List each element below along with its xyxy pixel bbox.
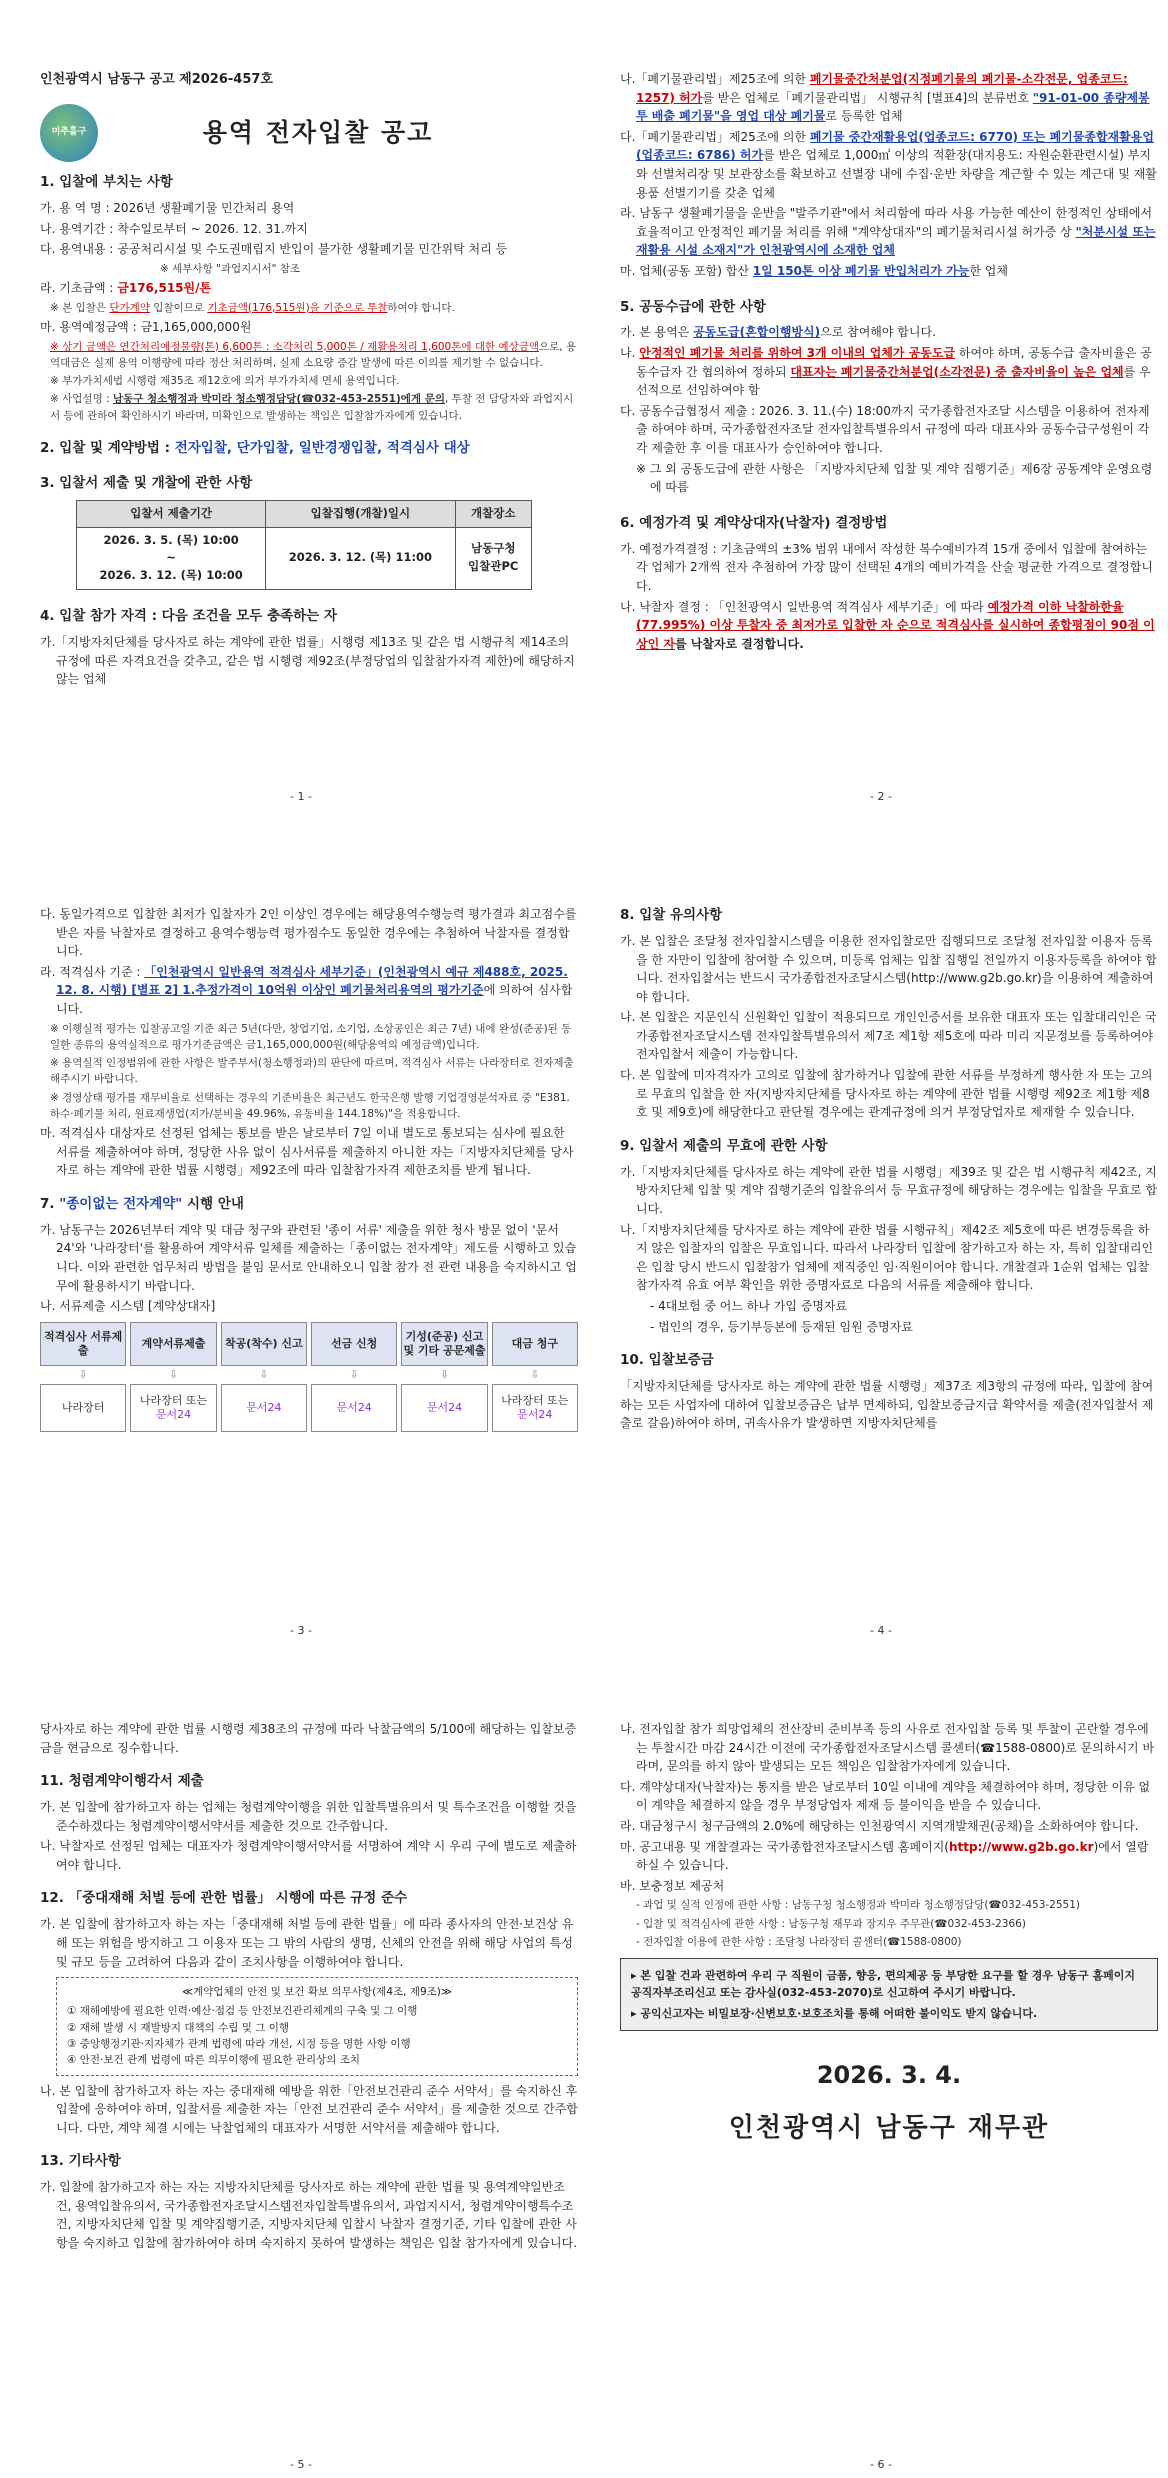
integrity-a: 가. 본 입찰에 참가하고자 하는 업체는 청렴계약이행을 위한 입찰특별유의서 및 특수조건을 이행할 것을 준수하겠다는 청렴계약이행서약서를 제출한 것으로 간주합니다. bbox=[40, 1800, 577, 1833]
note-briefing: ※ 사업설명 : 남동구 청소행정과 박미라 청소행정담당(☎032-453-2551)에게 문의, 투찰 전 담당자와 과업지시서 등에 관하여 확인하시기 바라며, 미확인으로 발생하는 책임은 입찰참가자에게 있습니다. bbox=[50, 393, 574, 422]
page-4 bbox=[620, 905, 1158, 1565]
service-name: 가. 용 역 명 : 2026년 생활폐기물 민간처리 용역 bbox=[40, 201, 295, 216]
misc-a: 가. 입찰에 참가하고자 하는 자는 지방자치단체를 당사자로 하는 계약에 관한 법률 및 용역계약일반조건, 용역입찰유의서, 국가종합전자조달시스템전자입찰특별유의서, 과업지시서, 청렴계약이행특수조건, 지방자치단체 입찰 및 계약집행기준, 지방자치단체 입찰시 낙찰자 결정기준, 기타 입찰에 관한 사항을 숙지하고 입찰에 참가하여야 하며 숙지하지 못하여 발생하는 책임은 입찰 참가자에게 있습니다. bbox=[40, 2180, 578, 2250]
price-decision: 가. 예정가격결정 : 기초금액의 ±3% 범위 내에서 작성한 복수예비가격 15개 중에서 입찰에 참여하는 각 업체가 2개씩 전자 추첨하여 가장 많이 선택된 4개의 예비가격을 산술 평균한 가격으로 결정합니다. bbox=[620, 541, 1153, 593]
joint-b: 나. 안정적인 폐기물 처리를 위하여 3개 이내의 업체가 공동도급 하여야 하며, 공동수급 출자비율은 공동수급자 간 협의하여 정하되 대표자는 폐기물중간처분업(소각전문) 중 출자비율이 높은 업체를 우선적으로 선임하여야 함 bbox=[620, 346, 1152, 398]
flow-step: 선금 신청 ⇩ 문서24 bbox=[311, 1322, 397, 1432]
qualification-b: 나.「폐기물관리법」제25조에 의한 폐기물중간처분업(지정폐기물의 폐기물-소각전문, 업종코드: 1257) 허가를 받은 업체로「폐기물관리법」 시행규칙 [별표4]의 분류번호 "91-01-00 종량제봉투 배출 폐기물"을 영업 대상 폐기물로 등록한 업체 bbox=[620, 72, 1150, 124]
contact-2: - 입찰 및 적격심사에 관한 사항 : 남동구청 재무과 장지우 주무관(☎032-453-2366) bbox=[636, 1917, 1026, 1930]
invalid-doc-2: - 법인의 경우, 등기부등본에 등재된 임원 증명자료 bbox=[650, 1319, 913, 1334]
safety-item: ② 재해 발생 시 재발방지 대책의 수립 및 그 이행 bbox=[67, 2021, 290, 2034]
notice-date: 2026. 3. 4. bbox=[816, 2061, 962, 2090]
page-number-5: - 5 - bbox=[290, 2458, 312, 2471]
joint-note: ※ 그 외 공동도급에 관한 사항은 「지방자치단체 입찰 및 계약 집행기준」제6장 공동계약 운영요령에 따름 bbox=[636, 461, 1153, 495]
section-4-heading: 4. 입찰 참가 자격 : 다음 조건을 모두 충족하는 자 bbox=[40, 607, 337, 624]
submission-flow bbox=[40, 1322, 578, 1432]
service-period: 나. 용역기간 : 착수일로부터 ~ 2026. 12. 31.까지 bbox=[40, 221, 308, 236]
emblem-text: 미추홀구 bbox=[51, 127, 87, 138]
g2b-link[interactable]: http://www.g2b.go.kr bbox=[948, 1839, 1094, 1854]
notice-c: 다. 본 입찰에 미자격자가 고의로 입찰에 참가하거나 입찰에 관한 서류를 부정하게 행사한 자 또는 고의로 무효의 입찰을 한 자(지방자치단체를 당사자로 하는 계약에 관한 법률 시행령 제92조 제1항 제8호 및 제9호)에 해당한다고 판단될 경우에는 관계규정에 의거 부정당업자로 제재할 수 있습니다. bbox=[620, 1068, 1153, 1120]
section-1-heading: 1. 입찰에 부치는 사항 bbox=[40, 174, 173, 191]
page-number-4: - 4 - bbox=[870, 1624, 892, 1637]
notice-a: 가. 본 입찰은 조달청 전자입찰시스템을 이용한 전자입찰로만 집행되므로 조달청 전자입찰 이용자 등록을 한 자만이 입찰에 참여할 수 있으며, 미등록 업체는 입찰 집행일 전일까지 이용자등록을 하여야 합니다. 전자입찰서는 반드시 국가종합전자조달시스템(http://www.g2b.go.kr)을 이용하여 제출하여야 합니다. bbox=[620, 933, 1157, 1004]
schedule-submit-period: 2026. 3. 5. (목) 10:00 ~ 2026. 3. 12. (목) 10:00 bbox=[77, 527, 266, 589]
bid-bond-continued: 당사자로 하는 계약에 관한 법률 시행령 제38조의 규정에 따라 낙찰금액의 5/100에 해당하는 입찰보증금을 현금으로 징수합니다. bbox=[40, 1722, 577, 1755]
screening-note-3: ※ 경영상태 평가를 재무비율로 선택하는 경우의 기준비율은 최근년도 한국은행 발행 기업경영분석자료 중 "E381. 하수·폐기물 처리, 원료재생업(지가/분비율 49.96%, 유동비율 144.18%)"을 적용합니다. bbox=[50, 1091, 570, 1120]
service-content-note: ※ 세부사항 "과업지시서" 참조 bbox=[160, 262, 301, 275]
page-5 bbox=[40, 1720, 578, 2450]
contact-3: - 전자입찰 이용에 관한 사항 : 조달청 나라장터 콜센터(☎1588-0800) bbox=[636, 1935, 962, 1948]
page-number-3: - 3 - bbox=[290, 1624, 312, 1637]
submission-system-label: 나. 서류제출 시스템 [계약상대자] bbox=[40, 1299, 216, 1314]
misc-d: 라. 대금청구시 청구금액의 2.0%에 해당하는 인천광역시 지역개발채권(공채)을 소화하여야 합니다. bbox=[620, 1818, 1139, 1833]
invalid-a: 가.「지방자치단체를 당사자로 하는 계약에 관한 법률 시행령」제39조 및 같은 법 시행규칙 제42조, 지방자치단체 입찰 및 계약 집행기준의 입찰유의서 등 무효규정에 해당하는 경우에는 입찰을 무효로 합니다. bbox=[620, 1164, 1158, 1216]
flow-step: 대금 청구 ⇩ 나라장터 또는 문서24 bbox=[492, 1322, 578, 1432]
page-number-1: - 1 - bbox=[290, 790, 312, 803]
safety-item: ④ 안전·보건 관계 법령에 따른 의무이행에 필요한 관리상의 조치 bbox=[67, 2054, 361, 2067]
section-9-heading: 9. 입찰서 제출의 무효에 관한 사항 bbox=[620, 1137, 828, 1154]
section-6-heading: 6. 예정가격 및 계약상대자(낙찰자) 결정방법 bbox=[620, 514, 888, 531]
anti-corruption-notice bbox=[620, 1958, 1158, 2031]
page-3 bbox=[40, 905, 578, 1565]
notice-line-2: ▸ 공익신고자는 비밀보장·신변보호·보호조치를 통해 어떠한 불이익도 받지 않습니다. bbox=[631, 2007, 1038, 2021]
page-title: 용역 전자입찰 공고 bbox=[202, 117, 434, 147]
schedule-opening-time: 2026. 3. 12. (목) 11:00 bbox=[266, 527, 455, 589]
safety-box-title: ≪계약업체의 안전 및 보건 확보 의무사항(제4조, 제9조)≫ bbox=[182, 1986, 452, 1999]
section-2-heading: 2. 입찰 및 계약방법 : 전자입찰, 단가입찰, 일반경쟁입찰, 적격심사 대상 bbox=[40, 439, 470, 456]
base-amount-value: 금176,515원/톤 bbox=[117, 281, 212, 296]
qualification-c: 다.「폐기물관리법」제25조에 의한 폐기물 중간재활용업(업종코드: 6770) 또는 폐기물종합재활용업(업종코드: 6786) 허가를 받은 업체로 1,000㎡ 이상의 적환장(대지용도: 자원순환관련시설) 부지와 선별처리장 및 보관장소를 확보하고 선별장 내에 수집·운반 차량을 계근할 수 있는 계근대 및 재활용품 선별기기를 갖춘 업체 bbox=[620, 129, 1157, 200]
paperless-desc: 가. 남동구는 2026년부터 계약 및 대금 청구와 관련된 '종이 서류' 제출을 위한 청사 방문 없이 '문서24'와 '나라장터'를 활용하여 계약서류 일체를 제출하는「종이없는 전자계약」제도를 시행하고 있습니다. 이와 관련한 업무처리 방법을 붙임 문서로 안내하오니 입찰 참가 전 관련 내용을 숙지하시고 업무에 활용하시기 바랍니다. bbox=[40, 1222, 577, 1293]
schedule-col-opening: 입찰집행(개찰)일시 bbox=[266, 500, 455, 527]
note-vat: ※ 부가가치세법 시행령 제35조 제12호에 의거 부가가치세 면세 용역입니다. bbox=[50, 375, 400, 388]
section-8-heading: 8. 입찰 유의사항 bbox=[620, 907, 723, 923]
page-2 bbox=[620, 70, 1158, 805]
tie-rule: 다. 동일가격으로 입찰한 최저가 입찰자가 2인 이상인 경우에는 해당용역수행능력 평가결과 최고점수를 받은 자를 낙찰자로 결정하고 용역수행능력 평가점수도 동일한 경우에는 추첨하여 낙찰자를 결정합니다. bbox=[40, 907, 577, 959]
page-number-6: - 6 - bbox=[870, 2458, 892, 2471]
invalid-doc-1: - 4대보험 중 어느 하나 가입 증명자료 bbox=[650, 1298, 848, 1313]
schedule-col-submit: 입찰서 제출기간 bbox=[77, 500, 266, 527]
qualification-a: 가.「지방자치단체를 당사자로 하는 계약에 관한 법률」시행령 제13조 및 같은 법 시행규칙 제14조의 규정에 따른 자격요건을 갖추고, 같은 법 시행령 제92조(부정당업의 입찰참가자격 제한)에 해당하지 않는 업체 bbox=[40, 634, 575, 687]
safety-b: 나. 본 입찰에 참가하고자 하는 자는 중대재해 예방을 위한「안전보건관리 준수 서약서」를 숙지하신 후 입찰에 응하여야 하며, 입찰서를 제출한 자는「안전 보건관리 준수 서약서」를 제출한 것으로 간주합니다. 다만, 계약 체결 시에는 낙찰업체의 대표자가 서명한 서약서를 제출해야 합니다. bbox=[40, 2083, 578, 2135]
schedule-table bbox=[76, 500, 532, 590]
schedule-place: 남동구청 입찰관PC bbox=[455, 527, 532, 589]
flow-step: 계약서류제출 ⇩ 나라장터 또는 문서24 bbox=[130, 1322, 216, 1432]
notice-b: 나. 본 입찰은 지문인식 신원확인 입찰이 적용되므로 개인인증서를 보유한 대표자 또는 입찰대리인은 국가종합전자조달시스템 전자입찰특별유의서 제7조 제1항 제5호에 따라 미리 지문정보를 등록하여야 전자입찰서 제출이 가능합니다. bbox=[620, 1010, 1157, 1062]
section-10-heading: 10. 입찰보증금 bbox=[620, 1352, 714, 1369]
flow-step: 착공(착수) 신고 ⇩ 문서24 bbox=[221, 1322, 307, 1432]
section-3-heading: 3. 입찰서 제출 및 개찰에 관한 사항 bbox=[40, 474, 253, 491]
winner-decision: 나. 낙찰자 결정 : 「인천광역시 일반용역 적격심사 세부기준」에 따라 예정가격 이하 낙찰하한율(77.995%) 이상 투찰자 중 최저가로 입찰한 자 순으로 적격심사를 실시하여 종합평점이 90점 이상인 자를 낙찰자로 결정합니다. bbox=[620, 599, 1155, 651]
schedule-col-place: 개찰장소 bbox=[455, 500, 532, 527]
section-7-heading: 7. "종이없는 전자계약" 시행 안내 bbox=[40, 1195, 244, 1212]
page-1 bbox=[40, 70, 578, 805]
section-12-heading: 12. 「중대재해 처벌 등에 관한 법률」 시행에 따른 규정 준수 bbox=[40, 1890, 408, 1907]
misc-b: 나. 전자입찰 참가 희망업체의 전산장비 준비부족 등의 사유로 전자입찰 등록 및 투찰이 곤란할 경우에는 투찰시간 마감 24시간 이전에 국가종합전자조달시스템 콜센터(☎1588-0800)로 문의하시기 바라며, 문의를 하지 않아 발생되는 모든 책임은 입찰참가자에게 있습니다. bbox=[620, 1722, 1155, 1774]
screening-submission: 마. 적격심사 대상자로 선정된 업체는 통보를 받은 날로부터 7일 이내 별도로 통보되는 심사에 필요한 서류를 제출하여야 하며, 정당한 사유 없이 심사서류를 제출하지 아니한 자는「지방자치단체를 당사자로 하는 계약에 관한 법률 시행령」제92조에 따라 입찰참가자격 제한조치를 받게 됩니다. bbox=[40, 1126, 574, 1178]
section-11-heading: 11. 청렴계약이행각서 제출 bbox=[40, 1773, 204, 1790]
qualification-d: 라. 남동구 생활폐기물을 운반을 "발주기관"에서 처리함에 따라 사용 가능한 예산이 한정적인 상태에서 효율적이고 안정적인 폐기물 처리를 위해 "계약상대자"의 폐기물처리시설 허가증 상 "처분시설 또는 재활용 시설 소재지"가 인천광역시에 소재한 업체 bbox=[620, 206, 1156, 258]
signer: 인천광역시 남동구 재무관 bbox=[728, 2113, 1050, 2144]
joint-c: 다. 공동수급협정서 제출 : 2026. 3. 11.(수) 18:00까지 국가종합전자조달 시스템을 이용하여 전자제출 하여야 하며, 국가종합전자조달 전자입찰특별유의서 규정에 따라 대표사와 공동수급구성원이 각각 제출한 후 이를 대표사가 승인하여야 합니다. bbox=[620, 403, 1150, 456]
section-13-heading: 13. 기타사항 bbox=[40, 2153, 121, 2170]
page-number-2: - 2 - bbox=[870, 790, 892, 803]
invalid-b: 나.「지방자치단체를 당사자로 하는 계약에 관한 법률 시행규칙」제42조 제5호에 따른 변경등록을 하지 않은 입찰자의 입찰은 무효입니다. 따라서 나라장터 입찰에 참가하고자 하는 자, 특히 입찰대리인은 입찰 당시 반드시 입찰참가 업체에 재직중인 임·직원이어야 합니다. 개찰결과 1순위 업체는 입찰참가자격 유효 여부 확인을 위한 증명자료로 다음의 서류를 제출해야 합니다. bbox=[620, 1222, 1154, 1293]
screening-criteria: 라. 적격심사 기준 : 「인천광역시 일반용역 적격심사 세부기준」(인천광역시 예규 제488호, 2025. 12. 8. 시행) [별표 2] 1.추정가격이 10억원 이상인 폐기물처리용역의 평가기준에 의하여 심사합니다. bbox=[40, 964, 573, 1016]
emblem-icon bbox=[40, 104, 98, 162]
misc-c: 다. 계약상대자(낙찰자)는 통지를 받은 날로부터 10일 이내에 계약을 체결하여야 하며, 정당한 이유 없이 계약을 체결하지 않을 경우 부정당업자 제재 등 불이익을 받을 수 있습니다. bbox=[620, 1779, 1151, 1813]
integrity-b: 나. 낙찰자로 선정된 업체는 대표자가 청렴계약이행서약서를 서명하여 계약 시 우리 구에 별도로 제출하여야 합니다. bbox=[40, 1839, 577, 1872]
flow-step: 적격심사 서류제출 ⇩ 나라장터 bbox=[40, 1322, 126, 1432]
misc-e: 마. 공고내용 및 개찰결과는 국가종합전자조달시스템 홈페이지(http://www.g2b.go.kr)에서 열람하실 수 있습니다. bbox=[620, 1839, 1149, 1873]
screening-note-1: ※ 이행실적 평가는 입찰공고일 기준 최근 5년(다만, 창업기업, 소기업, 소상공인은 최근 7년) 내에 완성(준공)된 동일한 종류의 용역실적으로 평가기준금액은 금1,165,000,000원(해당용역의 예정금액)입니다. bbox=[50, 1022, 572, 1051]
misc-f: 바. 보충정보 제공처 bbox=[620, 1878, 725, 1893]
estimated-amount: 마. 용역예정금액 : 금1,165,000,000원 bbox=[40, 319, 252, 334]
safety-duty-box bbox=[56, 1977, 578, 2075]
bid-bond-text: 「지방자치단체를 당사자로 하는 계약에 관한 법률 시행령」제37조 제3항의 규정에 따라, 입찰에 참여하는 모든 사업자에 대하여 입찰보증금은 납부 면제하되, 입찰보증금지급 확약서를 제출(전자입찰서 제출로 갈음)하여야 하며, 귀속사유가 발생하면 지방자치단체를 bbox=[620, 1379, 1154, 1431]
screening-note-2: ※ 용역실적 인정범위에 관한 사항은 발주부서(청소행정과)의 판단에 따르며, 적격심사 서류는 나라장터로 전자제출 해주시기 바랍니다. bbox=[50, 1057, 574, 1086]
note-unit-price: ※ 본 입찰은 단가계약 입찰이므로 기초금액(176,515원)을 기준으로 투찰하여야 합니다. bbox=[50, 301, 455, 314]
note-annual-volume: ※ 상기 금액은 연간처리예정물량(톤) 6,600톤 : 소각처리 5,000톤 / 재활용처리 1,600톤에 대한 예상금액으로, 용역대금은 실제 용역 이행량에 따라 정산 처리하며, 실제 소요량 증감 발생에 따른 이의를 제기할 수 없습니다. bbox=[50, 340, 577, 369]
safety-item: ③ 중앙행정기관·지자체가 관계 법령에 따라 개선, 시정 등을 명한 사항 이행 bbox=[67, 2037, 411, 2050]
page-6 bbox=[620, 1720, 1158, 2450]
flow-step: 기성(준공) 신고 및 기타 공문제출 ⇩ 문서24 bbox=[401, 1322, 487, 1432]
contact-1: - 과업 및 실적 인정에 관한 사항 : 남동구청 청소행정과 박미라 청소행정담당(☎032-453-2551) bbox=[636, 1899, 1080, 1912]
document-number: 인천광역시 남동구 공고 제2026-457호 bbox=[40, 72, 273, 87]
qualification-e: 마. 업체(공동 포함) 합산 1일 150톤 이상 폐기물 반입처리가 가능한 업체 bbox=[620, 263, 1008, 278]
safety-item: ① 재해예방에 필요한 인력·예산·점검 등 안전보건관리체계의 구축 및 그 이행 bbox=[67, 2005, 418, 2018]
joint-a: 가. 본 용역은 공동도급(혼합이행방식)으로 참여해야 합니다. bbox=[620, 325, 936, 340]
safety-a: 가. 본 입찰에 참가하고자 하는 자는「중대재해 처벌 등에 관한 법률」에 따라 종사자의 안전·보건상 유해 또는 위험을 방지하고 그 이용자 또는 그 밖의 사람의 생명, 신체의 안전을 위해 해당 사업의 특성 및 규모 등을 고려하여 다음과 같이 조치사항을 이행하여야 합니다. bbox=[40, 1917, 574, 1969]
service-content: 다. 용역내용 : 공공처리시설 및 수도권매립지 반입이 불가한 생활폐기물 민간위탁 처리 등 bbox=[40, 242, 508, 257]
base-amount: 라. 기초금액 : 금176,515원/톤 bbox=[40, 281, 212, 296]
notice-line-1: ▸ 본 입찰 건과 관련하여 우리 구 직원이 금품, 향응, 편의제공 등 부당한 요구를 할 경우 남동구 홈페이지 공직자부조리신고 또는 감사실(032-453-2070)로 신고하여 주시기 바랍니다. bbox=[631, 1969, 1136, 2000]
section-5-heading: 5. 공동수급에 관한 사항 bbox=[620, 298, 766, 315]
